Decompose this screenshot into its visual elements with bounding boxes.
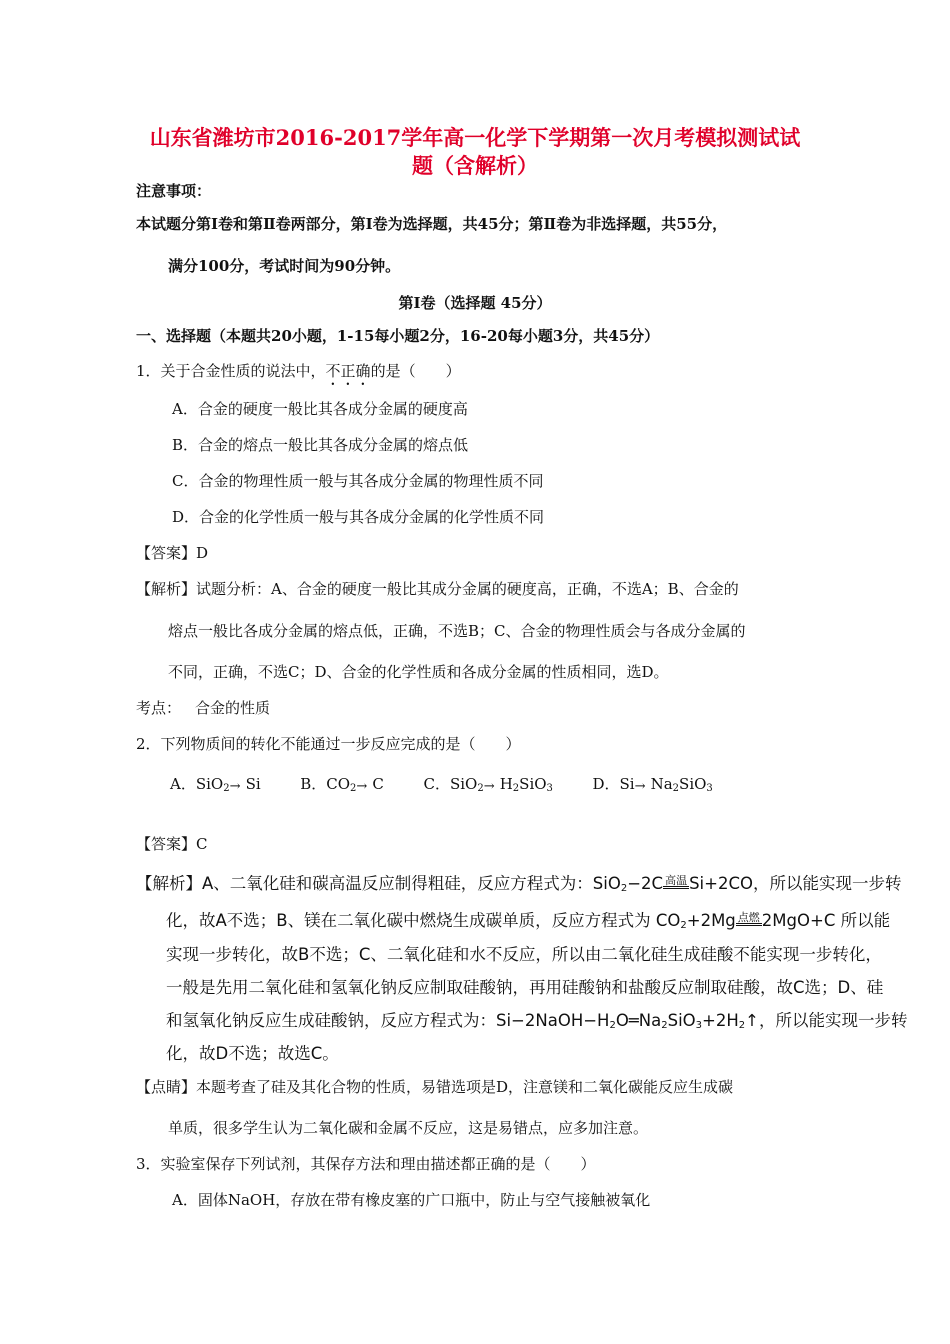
q1-analysis-line1: 【解析】试题分析：A、合金的硬度一般比其成分金属的硬度高，正确，不选A；B、合金的 [136,580,739,598]
q2-analysis-line5: 和氢氧化钠反应生成硅酸钠，反应方程式为：$Si-2NaOH-H_2O═Na_2SiO_3+2H_2↑$，所以能实现一步转 [166,1011,908,1031]
q1-option-d: D．合金的化学性质一般与其各成分金属的化学性质不同 [172,508,545,526]
q1-answer: 【答案】D [136,544,209,562]
q3-stem: 3．实验室保存下列试剂，其保存方法和理由描述都正确的是（ ） [136,1155,596,1173]
q1-option-a: A．合金的硬度一般比其各成分金属的硬度高 [172,400,468,418]
q1-analysis-line3: 不同，正确，不选C；D、合金的化学性质和各成分金属的性质相同，选D。 [168,663,669,681]
q2-analysis-line4: 一般是先用二氧化硅和氢氧化钠反应制取硅酸钠，再用硅酸钠和盐酸反应制取硅酸，故C选；D、硅 [166,978,884,997]
q2-option-b: B．$CO_2$ C [300,775,384,794]
q1-stem-pre: 1．关于合金性质的说法中， [136,362,326,380]
q1-option-b: B．合金的熔点一般比其各成分金属的熔点低 [172,436,469,454]
q1-kaodian-label: 考点： [136,699,182,717]
q3-option-a: A．固体NaOH，存放在带有橡皮塞的广口瓶中，防止与空气接触被氧化 [172,1191,651,1209]
reaction-condition-high-temp: 高温 [665,874,688,887]
notice-line1: 本试题分第Ⅰ卷和第Ⅱ卷两部分，第Ⅰ卷为选择题，共45分；第Ⅱ卷为非选择题，共55分， [136,215,728,233]
q1-stem-post: 的是（ ） [370,362,461,380]
q2-analysis-line1: 【解析】A、二氧化硅和碳高温反应制得粗硅，反应方程式为：SiO$_2$−2C 高温 Si+2CO，所以能实现一步转 [136,874,902,894]
q2-dianjing-line2: 单质，很多学生认为二氧化碳和金属不反应，这是易错点，应多加注意。 [168,1119,649,1137]
doc-title-line2: 题（含解析） [412,153,538,178]
q2-answer: 【答案】C [136,835,208,853]
q2-option-a: A．SiO$_2$ Si [170,775,261,794]
q2-analysis-line6: 化，故D不选；故选C。 [166,1044,339,1063]
q1-kaodian-value: 合金的性质 [195,699,271,717]
q2-option-d: D．Si $Na_2SiO_3$ [592,775,713,794]
reaction-condition-ignite: 点燃 [737,911,760,924]
section1-part-heading: 一、选择题（本题共20小题，1-15每小题2分，16-20每小题3分，共45分） [136,327,660,345]
q2-option-c: C．SiO$_2$ $H_2SiO_3$ [423,775,553,794]
q1-option-c: C．合金的物理性质一般与其各成分金属的物理性质不同 [172,472,544,490]
doc-title-line1: 山东省潍坊市2016-2017学年高一化学下学期第一次月考模拟测试试 [149,125,801,150]
notice-line2: 满分100分，考试时间为90分钟。 [168,257,401,275]
q2-dianjing-line1: 【点睛】本题考查了硅及其化合物的性质，易错选项是D，注意镁和二氧化碳能反应生成碳 [136,1078,734,1096]
notice-heading: 注意事项： [136,182,212,200]
q1-stem-emphasis: 不正确 [325,362,371,380]
q2-stem: 2．下列物质间的转化不能通过一步反应完成的是（ ） [136,735,521,753]
section1-heading: 第Ⅰ卷（选择题 45分） [398,294,552,312]
q2-analysis-line2: 化，故A不选；B、镁在二氧化碳中燃烧生成碳单质，反应方程式为 $CO_2+2Mg$ 点燃 2MgO+C 所以能 [166,911,891,931]
q1-stem [136,360,461,389]
q1-analysis-line2: 熔点一般比各成分金属的熔点低，正确，不选B；C、合金的物理性质会与各成分金属的 [168,622,746,640]
q2-options [170,773,713,794]
q2-analysis-line3: 实现一步转化，故B不选；C、二氧化硅和水不反应，所以由二氧化硅生成硅酸不能实现一步转化， [166,945,882,964]
q1-kaodian [136,697,270,718]
